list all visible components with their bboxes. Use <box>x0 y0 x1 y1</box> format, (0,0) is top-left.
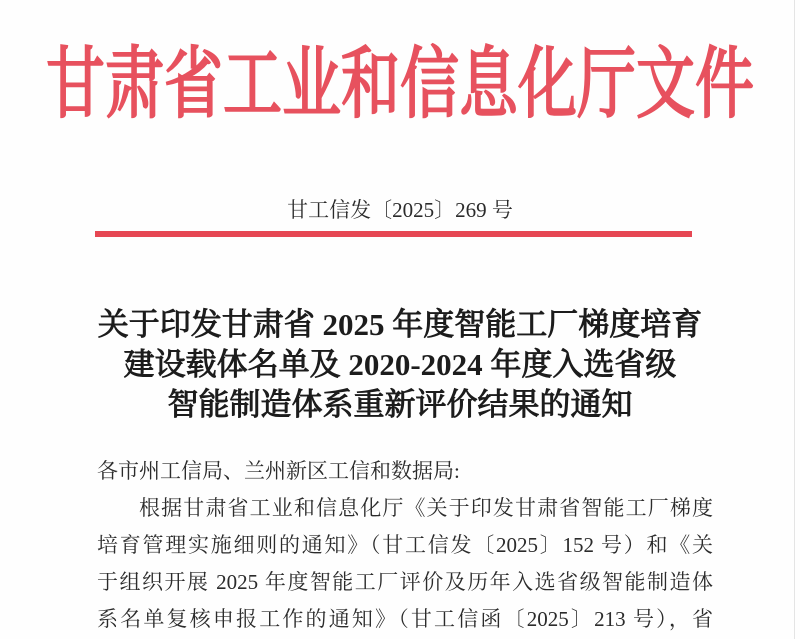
notice-title-line-3: 智能制造体系重新评价结果的通知 <box>167 387 633 422</box>
paragraph-line-2: 培育管理实施细则的通知》（甘工信发〔2025〕152 号）和《关 <box>97 533 713 557</box>
doc-number: 甘工信发〔2025〕269 号 <box>287 198 513 222</box>
paragraph-line-4: 系名单复核申报工作的通知》（甘工信函〔2025〕213 号），省 <box>97 607 713 631</box>
agency-header-title: 甘肃省工业和信息化厅文件 <box>45 39 754 127</box>
notice-title-line-2: 建设载体名单及 2020-2024 年度入选省级 <box>123 347 677 382</box>
body-text <box>97 453 713 638</box>
scan-edge-artifact <box>794 0 795 639</box>
notice-title-line-1: 关于印发甘肃省 2025 年度智能工厂梯度培育 <box>97 307 703 342</box>
salutation: 各市州工信局、兰州新区工信和数据局: <box>97 459 460 483</box>
notice-title <box>0 305 800 425</box>
red-divider-line <box>95 231 692 237</box>
paragraph-line-3: 于组织开展 2025 年度智能工厂评价及历年入选省级智能制造体 <box>97 570 713 594</box>
paragraph-line-1: 根据甘肃省工业和信息化厅《关于印发甘肃省智能工厂梯度 <box>139 496 713 520</box>
